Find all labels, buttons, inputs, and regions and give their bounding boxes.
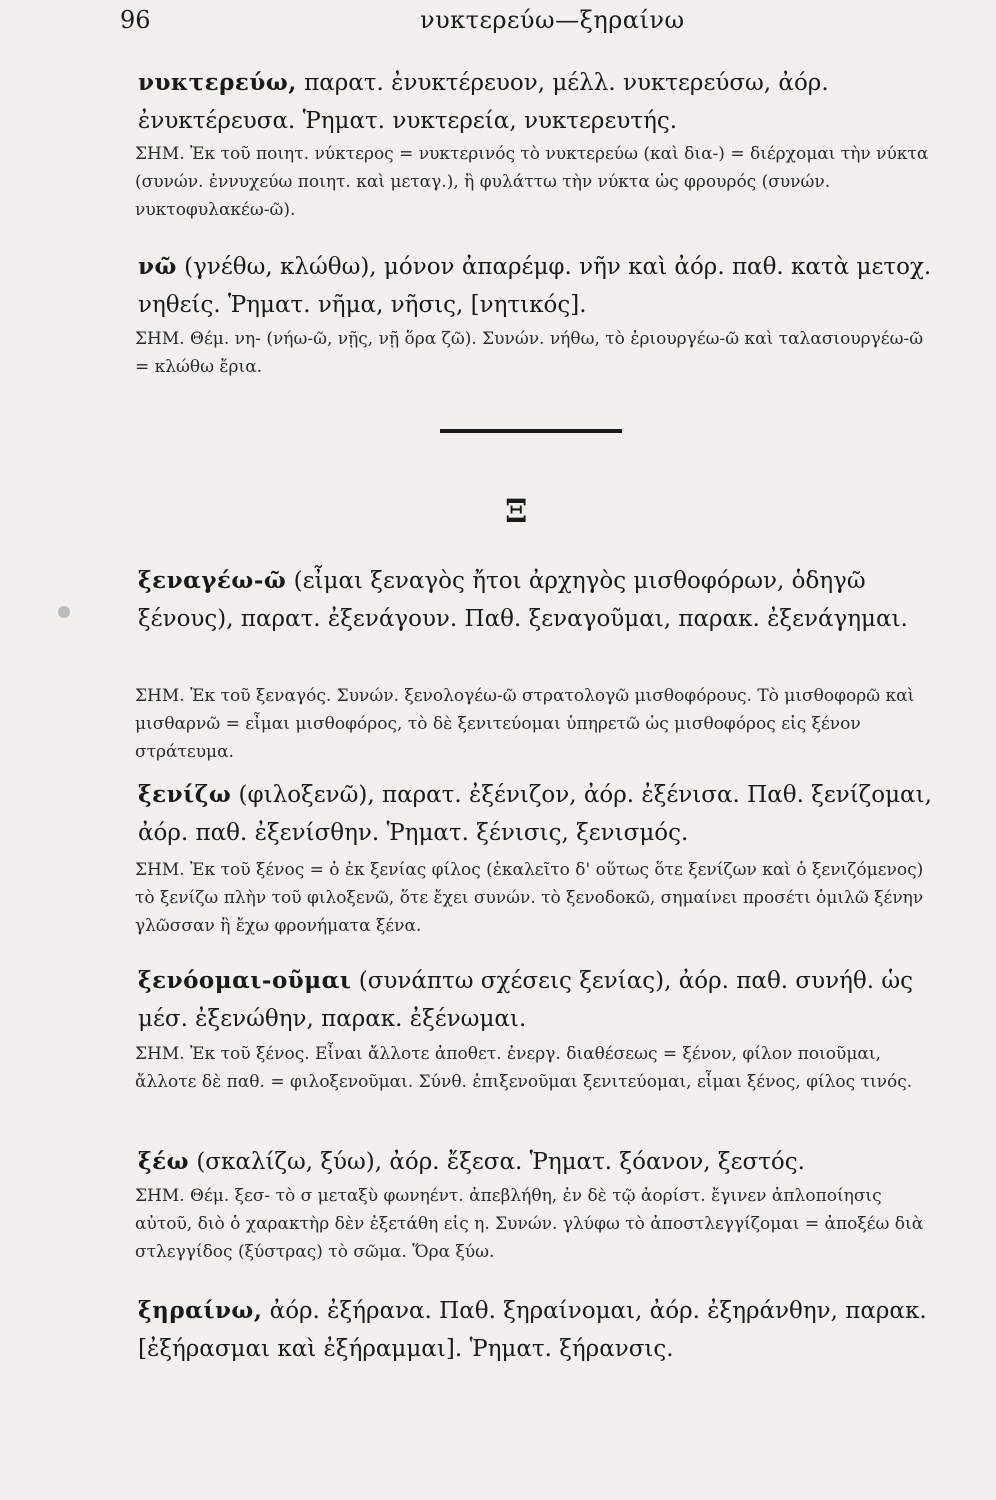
entry-no bbox=[138, 248, 938, 324]
section-letter: Ξ bbox=[505, 492, 528, 530]
entry-body: (συνάπτω σχέσεις ξενίας), ἀόρ. παθ. συνήθ. ὡς μέσ. ἐξενώθην, παρακ. ἐξένωμαι. bbox=[138, 968, 913, 1032]
headword: νυκτερεύω, bbox=[138, 69, 297, 96]
entry-xeraino bbox=[138, 1292, 938, 1368]
headword: νῶ bbox=[138, 253, 177, 280]
entry-note: ΣΗΜ. Θέμ. νη- (νήω-ῶ, νῇς, νῇ ὅρα ζῶ). Συνών. νήθω, τὸ ἐριουργέω-ῶ καὶ ταλασιουργέω-ῶ = κλώθω ἔρια. bbox=[135, 329, 924, 377]
entry-xenageo bbox=[138, 562, 938, 638]
running-head: νυκτερεύω—ξηραίνω bbox=[420, 6, 685, 34]
headword: ξηραίνω, bbox=[138, 1297, 263, 1324]
headword: ξέω bbox=[138, 1148, 190, 1175]
entry-body: (γνέθω, κλώθω), μόνον ἀπαρέμφ. νῆν καὶ ἀόρ. παθ. κατὰ μετοχ. νηθείς. Ῥηματ. νῆμα, νῆσις, [νητικός]. bbox=[138, 254, 932, 318]
entry-note: ΣΗΜ. Ἐκ τοῦ ξεναγός. Συνών. ξενολογέω-ῶ στρατολογῶ μισθοφόρους. Τὸ μισθοφορῶ καὶ μισθαρνῶ = εἶμαι μισθοφόρος, τὸ δὲ ξενιτεύομαι ὑπηρετῶ ὡς μισθοφόρος εἰς ξένον στράτευμα. bbox=[135, 686, 915, 762]
page-header bbox=[120, 6, 940, 36]
entry-body: (εἶμαι ξεναγὸς ἤτοι ἀρχηγὸς μισθοφόρων, ὁδηγῶ ξένους), παρατ. ἐξενάγουν. Παθ. ξεναγοῦμαι, παρακ. ἐξενάγημαι. bbox=[138, 568, 908, 632]
headword: ξεναγέω-ῶ bbox=[138, 567, 287, 594]
entry-nykterevo bbox=[138, 64, 938, 140]
entry-xeo bbox=[138, 1143, 938, 1181]
page-blemish bbox=[58, 606, 70, 618]
headword: ξενίζω bbox=[138, 781, 232, 808]
entry-note: ΣΗΜ. Θέμ. ξεσ- τὸ σ μεταξὺ φωνηέντ. ἀπεβλήθη, ἐν δὲ τῷ ἀορίστ. ἔγινεν ἁπλοποίησις αὐτοῦ, διὸ ὁ χαρακτὴρ δὲν ἐξετάθη εἰς η. Συνών. γλύφω τὸ ἀποστλεγγίζομαι = ἀποξέω διὰ στλεγγίδος (ξύστρας) τὸ σῶμα. Ὅρα ξύω. bbox=[135, 1186, 924, 1262]
entry-body: (φιλοξενῶ), παρατ. ἐξένιζον, ἀόρ. ἐξένισα. Παθ. ξενίζομαι, ἀόρ. παθ. ἐξενίσθην. Ῥηματ. ξένισις, ξενισμός. bbox=[138, 782, 932, 846]
headword: ξενόομαι-οῦμαι bbox=[138, 967, 352, 994]
entry-body: (σκαλίζω, ξύω), ἀόρ. ἔξεσα. Ῥηματ. ξόανον, ξεστός. bbox=[196, 1149, 805, 1175]
entry-xenizo bbox=[138, 776, 938, 852]
entry-note: ΣΗΜ. Ἐκ τοῦ ποιητ. νύκτερος = νυκτερινός τὸ νυκτερεύω (καὶ δια-) = διέρχομαι τὴν νύκτα (συνών. ἐννυχεύω ποιητ. καὶ μεταγ.), ἢ φυλάττω τὴν νύκτα ὡς φρουρός (συνών. νυκτοφυλακέω-ῶ). bbox=[135, 144, 929, 220]
entry-note: ΣΗΜ. Ἐκ τοῦ ξένος = ὁ ἐκ ξενίας φίλος (ἐκαλεῖτο δ' οὕτως ὅτε ξενίζων καὶ ὁ ξενιζόμενος) τὸ ξενίζω πλὴν τοῦ φιλοξενῶ, ὅτε ἔχει συνών. τὸ ξενοδοκῶ, σημαίνει προσέτι ὁμιλῶ ξένην γλῶσσαν ἢ ἔχω φρονήματα ξένα. bbox=[135, 860, 924, 936]
page-number: 96 bbox=[120, 6, 151, 34]
entry-xenoomai bbox=[138, 962, 938, 1038]
entry-note: ΣΗΜ. Ἐκ τοῦ ξένος. Εἶναι ἄλλοτε ἀποθετ. ἐνεργ. διαθέσεως = ξένον, φίλον ποιοῦμαι, ἄλλοτε δὲ παθ. = φιλοξενοῦμαι. Σύνθ. ἐπιξενοῦμαι ξενιτεύομαι, εἶμαι ξένος, φίλος τινός. bbox=[135, 1044, 913, 1092]
entry-body: παρατ. ἐνυκτέρευον, μέλλ. νυκτερεύσω, ἀόρ. ἐνυκτέρευσα. Ῥηματ. νυκτερεία, νυκτερευτής. bbox=[138, 70, 829, 134]
entry-body: ἀόρ. ἐξήρανα. Παθ. ξηραίνομαι, ἀόρ. ἐξηράνθην, παρακ. [ἐξήρασμαι καὶ ἐξήραμμαι]. Ῥηματ. ξήρανσις. bbox=[138, 1298, 927, 1362]
section-divider bbox=[440, 429, 622, 433]
